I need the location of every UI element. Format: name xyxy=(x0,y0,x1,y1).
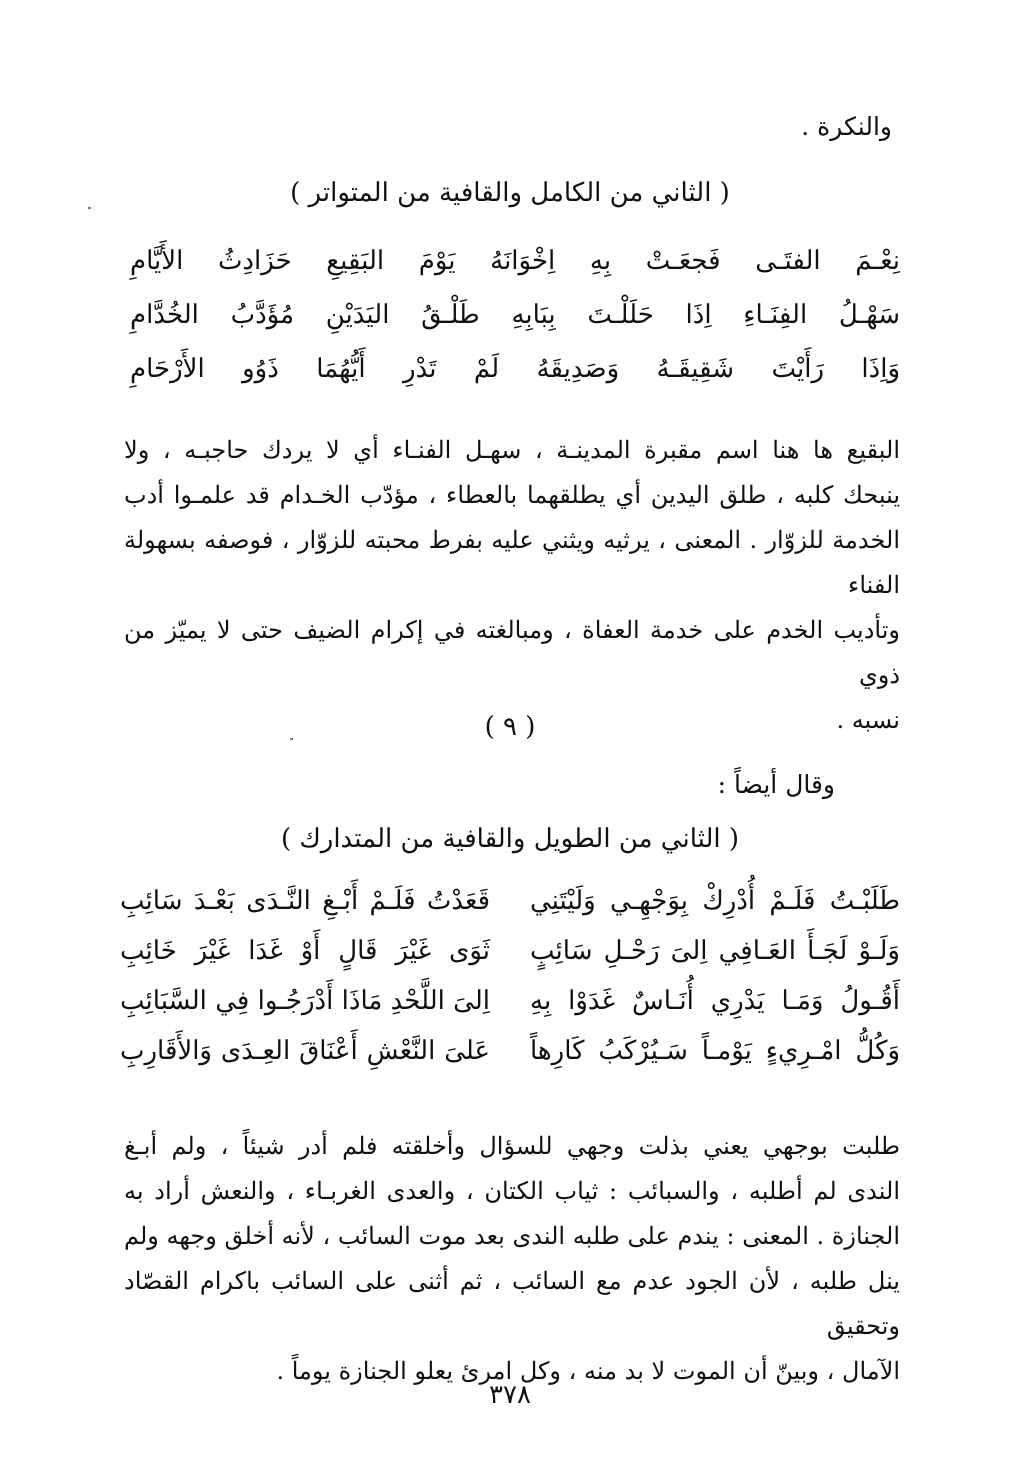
verse-hemistich-right: وَلَـوْ لَجَـأَ العَـافِي اِلىَ رَحْـلِ سَائِبٍ xyxy=(530,936,900,966)
page-number: ٣٧٨ xyxy=(489,1380,531,1410)
verse-hemistich-right: أَقُـولُ وَمَـا يَدْرِي أُنَـاسٌ غَدَوْا بِهِ xyxy=(530,986,900,1016)
header-line: والنكرة . xyxy=(801,112,892,141)
verse-hemistich-left: عَلىَ النَّعْشِ أَعْنَاقَ العِـدَى وَالأَقَارِبِ xyxy=(120,1036,490,1066)
verse-hemistich-left: ثَوَى غَيْرَ قَالٍ أَوْ غَدَا غَيْرَ خَائِبِ xyxy=(120,936,490,966)
section1-heading: ( الثاني من الكامل والقافية من المتواتر ) xyxy=(290,178,730,208)
scan-speck xyxy=(290,738,293,740)
commentary-line: الجنازة . المعنى : يندم على طلبه الندى بعد موت السائب ، لأنه أخلق وجهه ولم xyxy=(124,1222,900,1250)
poem-number: ( ٩ ) xyxy=(484,712,536,742)
commentary-line: البقيع ها هنا اسم مقبرة المدينـة ، سهـل الفنـاء أي لا يردك حاجبـه ، ولا xyxy=(124,436,900,464)
section2-heading: ( الثاني من الطويل والقافية من المتدارك ) xyxy=(280,824,740,854)
verse-hemistich-left: قَعَدْتُ فَلَـمْ أَبْـغِ النَّـدَى بَعْـدَ سَائِبِ xyxy=(120,886,490,916)
commentary-line: الآمال ، وبينّ أن الموت لا بد منه ، وكل امرئ يعلو الجنازة يوماً . xyxy=(276,1357,900,1385)
scan-speck xyxy=(88,207,91,209)
verse-hemistich-right: طَلَبْـتُ فَلَـمْ أُدْرِكْ بِوَجْهِـي وَلَيْتَنِي xyxy=(530,886,900,916)
commentary-line: طلبت بوجهي يعني بذلت وجهي للسؤال وأخلقته فلم أدر شيئاً ، ولم أبـغ xyxy=(124,1132,900,1160)
verse-line xyxy=(120,936,900,982)
section1-commentary xyxy=(124,428,900,743)
verse-line: نِعْـمَ الفتَـى فَجعَـتْ بِهِ اِخْوَانَهُ يَوْمَ البَقِيعِ حَزَادِثُ الأَيَّامِ xyxy=(130,246,900,276)
poem-intro: وقال أيضاً : xyxy=(717,770,835,799)
commentary-line: ينل طلبه ، لأن الجود عدم مع السائب ، ثم أثنى على السائب باكرام القصّاد وتحقيق xyxy=(124,1267,900,1340)
commentary-line: الخدمة للزوّار . المعنى ، يرثيه ويثني عليه بفرط محبته للزوّار ، فوصفه بسهولة الفناء xyxy=(124,526,900,599)
verse-hemistich-left: اِلىَ اللَّحْدِ مَاذَا أَدْرَجُـوا فِي السَّبَائِبِ xyxy=(120,986,490,1016)
commentary-line: وتأديب الخدم على خدمة العفاة ، ومبالغته في إكرام الضيف حتى لا يميّز من ذوي xyxy=(124,616,901,689)
verse-hemistich-right: وَكُلُّ امْـرِيءٍ يَوْمـاً سَـيُرْكَبُ كَارِهاً xyxy=(530,1036,900,1066)
section2-commentary xyxy=(124,1124,900,1394)
commentary-line: نسبه . xyxy=(836,706,900,734)
verse-line xyxy=(120,886,900,932)
verse-line: سَهْـلُ الفِنَـاءِ اِذَا حَلَلْـتَ بِبَابِهِ طَلْـقُ اليَدَيْنِ مُؤَدَّبُ الخُدَّامِ xyxy=(130,300,900,330)
commentary-line: ينبحك كلبه ، طلق اليدين أي يطلقهما بالعطاء ، مؤدّب الخـدام قد علمـوا أدب xyxy=(124,481,901,509)
verse-line xyxy=(120,1036,900,1082)
verse-line: وَاِذَا رَأَيْتَ شَقِيقَـهُ وَصَدِيقَهُ لَمْ تَدْرِ أَيُّهُمَا ذَوُو الأَرْحَامِ xyxy=(130,354,900,384)
verse-line xyxy=(120,986,900,1032)
commentary-line: الندى لم أطلبه ، والسبائب : ثياب الكتان ، والعدى الغربـاء ، والنعش أراد به xyxy=(124,1177,900,1205)
